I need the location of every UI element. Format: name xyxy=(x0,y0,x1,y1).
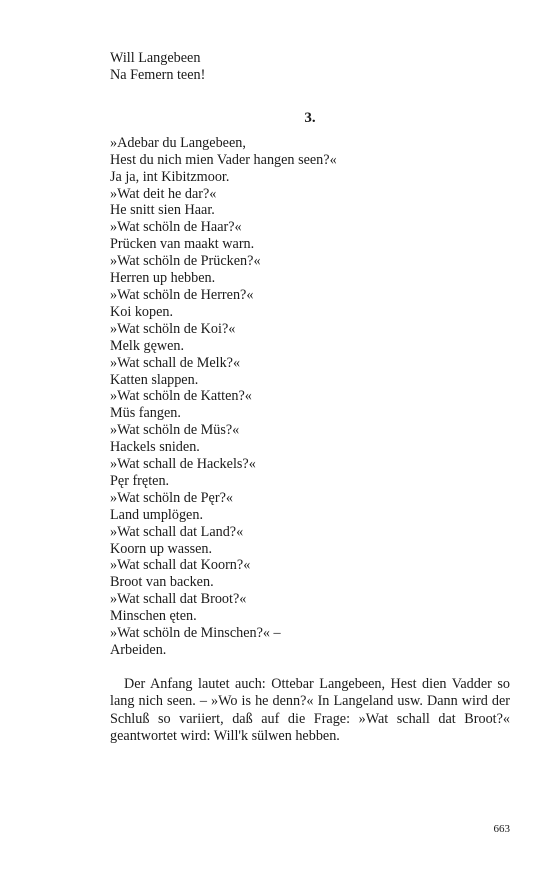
verse-line: Land umplögen. xyxy=(110,506,203,523)
verse-line: Hackels sniden. xyxy=(110,439,200,456)
verse-line: »Wat schöln de Pęr?« xyxy=(110,489,233,506)
section-heading: 3. xyxy=(304,109,316,126)
verse-line: »Wat schöln de Katten?« xyxy=(110,388,252,405)
verse-block xyxy=(110,135,510,659)
verse-line: Na Femern teen! xyxy=(110,66,206,83)
top-verse xyxy=(110,50,510,84)
verse-line: Koi kopen. xyxy=(110,303,174,320)
verse-line: »Wat schöln de Müs?« xyxy=(110,422,240,439)
verse-line: »Wat schöln de Prücken?« xyxy=(110,253,261,270)
verse-line: Will Langebeen xyxy=(110,50,201,66)
verse-line: Arbeiden. xyxy=(110,642,167,658)
verse-line: »Wat schöln de Minschen?« – xyxy=(110,625,281,642)
verse-line: »Adebar du Langebeen, xyxy=(110,134,246,151)
verse-line: Minschen ęten. xyxy=(110,608,197,625)
verse-line: »Wat schall dat Land?« xyxy=(110,523,244,540)
verse-line: »Wat deit he dar?« xyxy=(110,185,217,202)
verse-line: »Wat schöln de Koi?« xyxy=(110,320,236,337)
verse-line: Pęr fręten. xyxy=(110,472,170,489)
verse-line: »Wat schall de Hackels?« xyxy=(110,456,256,473)
verse-line: He snitt sien Haar. xyxy=(110,202,215,219)
verse-line: »Wat schall dat Broot?« xyxy=(110,591,247,608)
note-paragraph: Der Anfang lautet auch: Ottebar Langebeen, Hest dien Vadder so lang nich seen. – »Wo is he denn?« In Langeland usw. Dann wird der Schluß so variiert, daß auf die Frage: »Wat schall dat Broot?« geantwortet wird: Will'k sülwen hebben. xyxy=(110,675,510,744)
verse-line: Melk gęwen. xyxy=(110,337,185,354)
verse-line: »Wat schall dat Koorn?« xyxy=(110,557,251,574)
verse-line: Broot van backen. xyxy=(110,574,214,591)
page-content xyxy=(110,50,510,759)
verse-line: Herren up hebben. xyxy=(110,270,216,287)
verse-line: »Wat schöln de Herren?« xyxy=(110,286,254,303)
verse-line: Ja ja, int Kibitzmoor. xyxy=(110,168,230,185)
verse-line: Müs fangen. xyxy=(110,405,181,422)
verse-line: Prücken van maakt warn. xyxy=(110,236,255,253)
page-number: 663 xyxy=(493,823,510,835)
verse-line: Hest du nich mien Vader hangen seen?« xyxy=(110,151,337,168)
verse-line: »Wat schall de Melk?« xyxy=(110,354,241,371)
verse-line: Katten slappen. xyxy=(110,371,199,388)
verse-line: Koorn up wassen. xyxy=(110,540,213,557)
verse-line: »Wat schöln de Haar?« xyxy=(110,219,242,236)
